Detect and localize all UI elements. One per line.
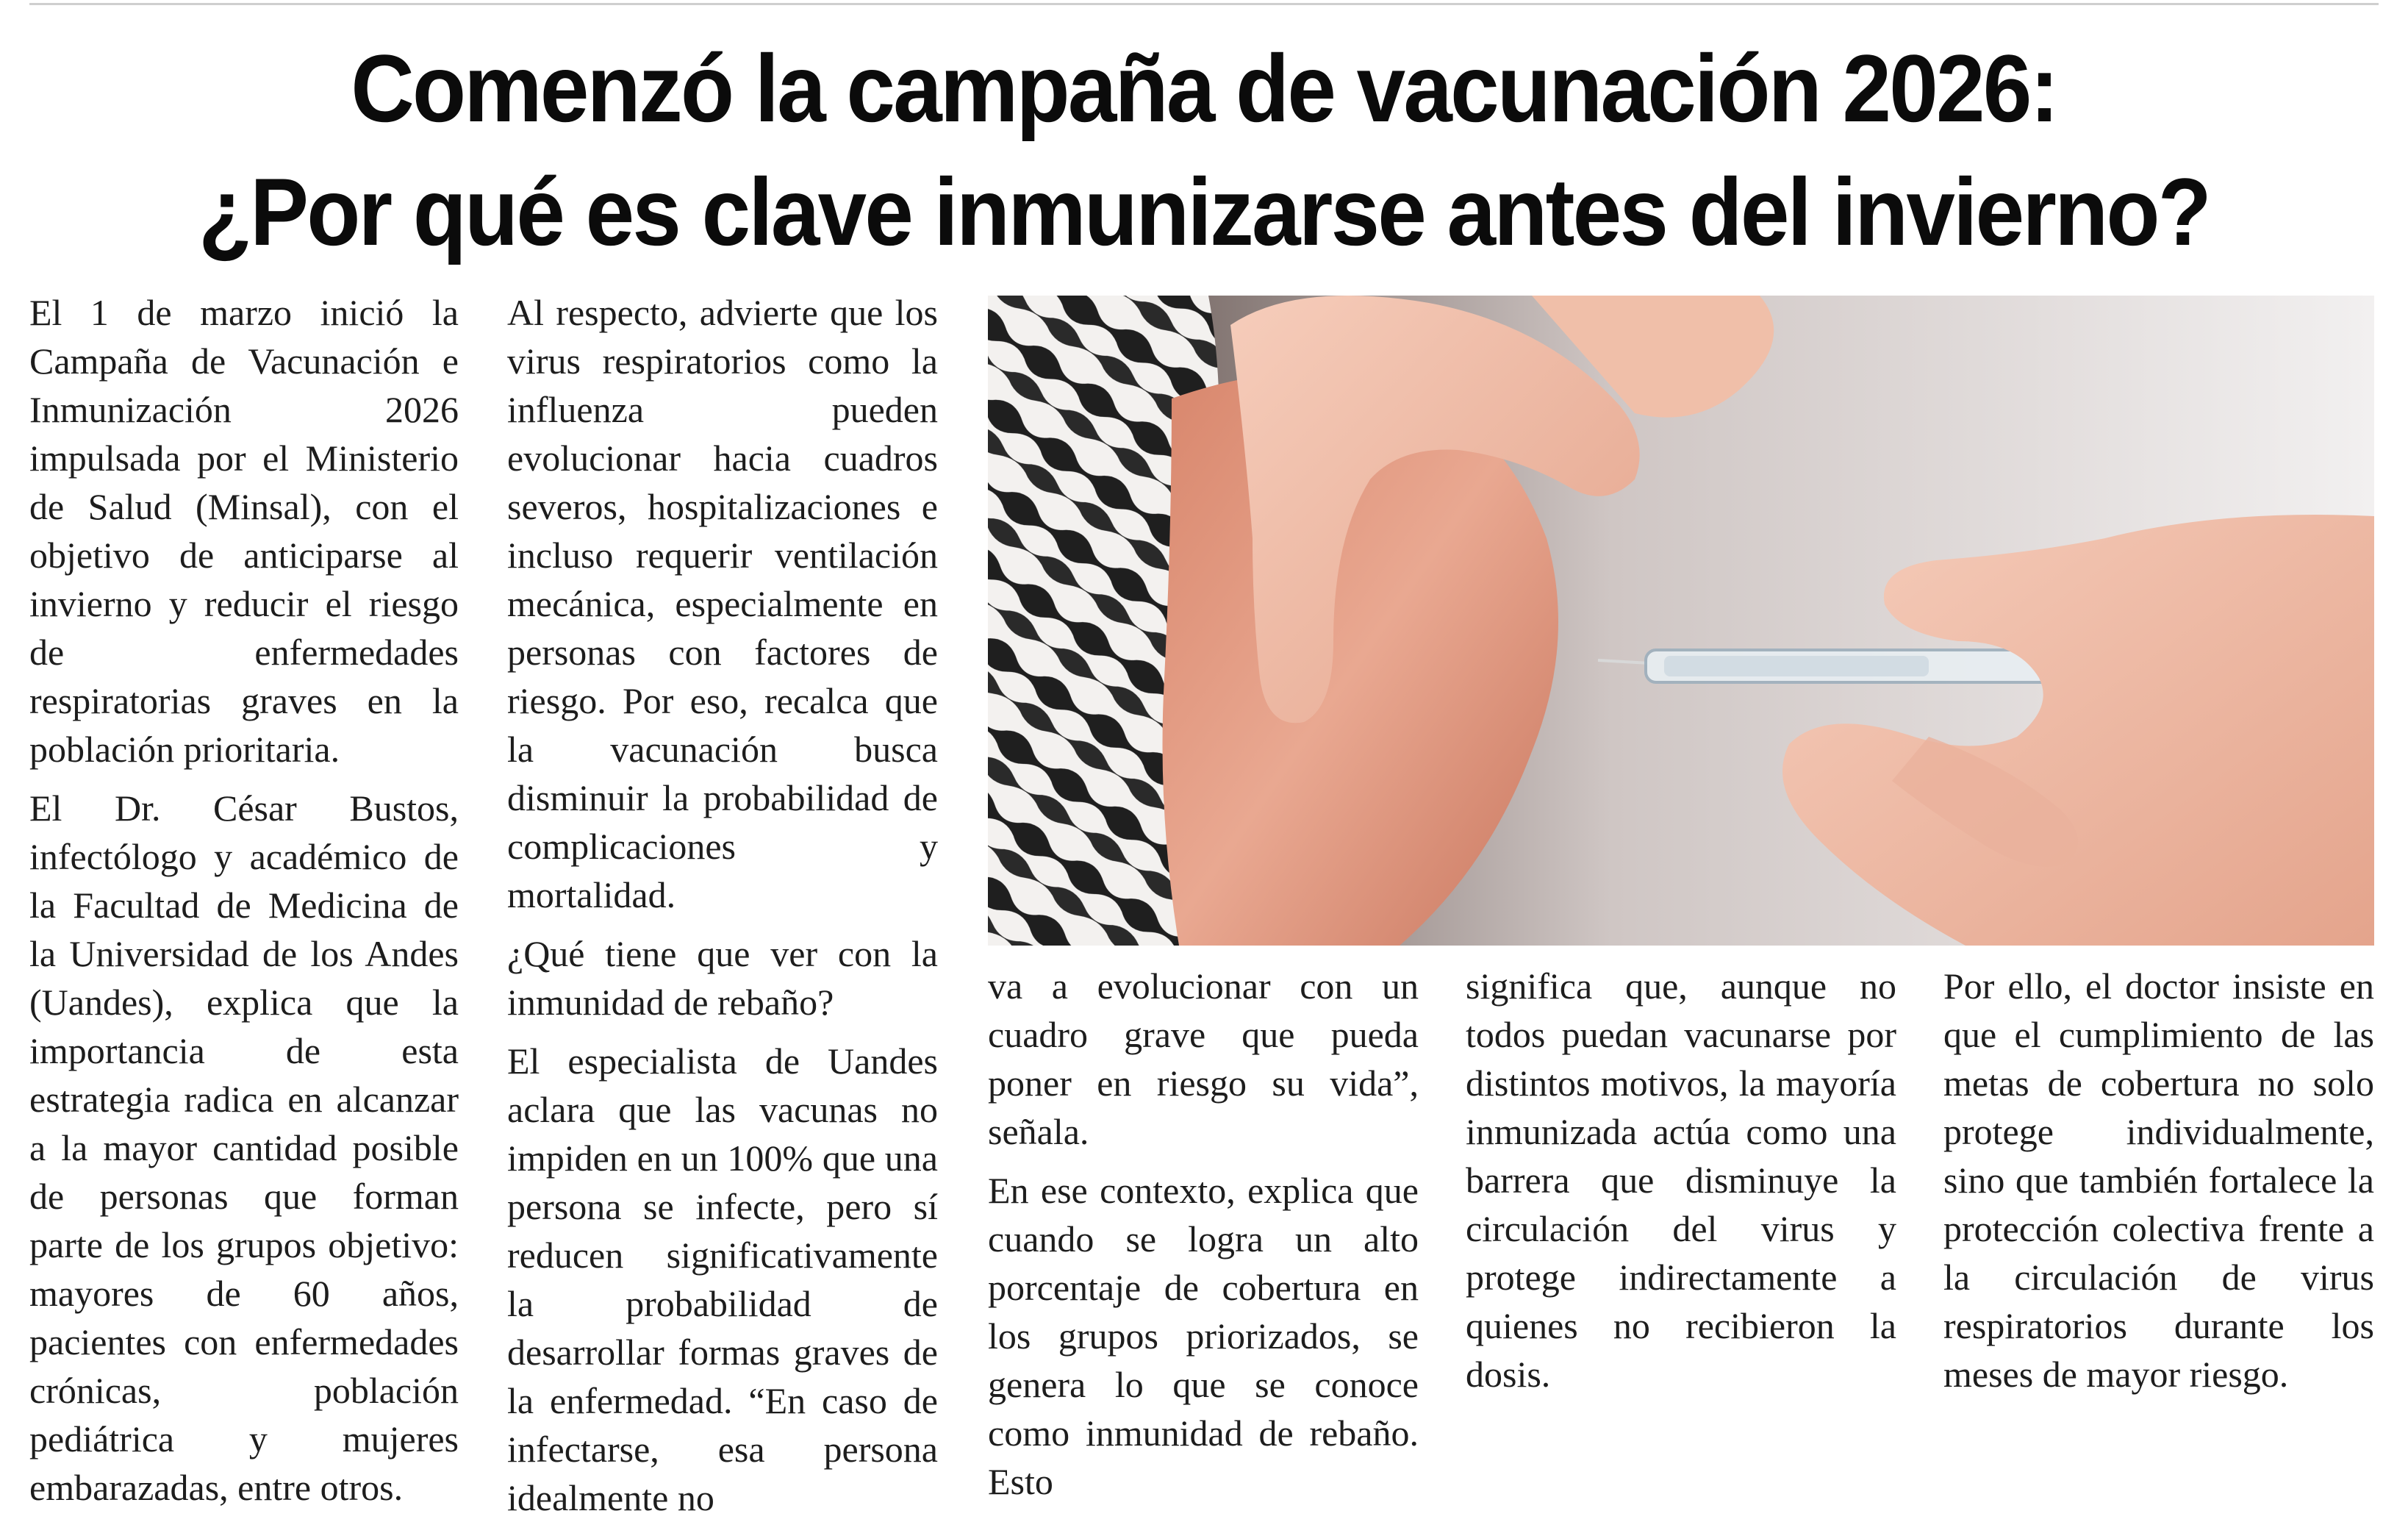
paragraph: Por ello, el doctor insiste en que el cumplimiento de las metas de cobertura no solo protege individualmente, sino que también fortalece la protección colectiva frente a la circulación de virus respiratorios durante los meses de mayor riesgo. (1943, 965, 2374, 1395)
article-column-3 (988, 962, 1419, 1506)
paragraph: Al respecto, advierte que los virus respiratorios como la influenza pueden evolucionar hacia cuadros severos, hospitalizaciones e incluso requerir ventilación mecánica, especialmente en personas con factores de riesgo. Por eso, recalca que la vacunación busca disminuir la probabilidad de complicaciones y mortalidad. (507, 292, 938, 915)
headline-line-1: Comenzó la campaña de vacunación 2026: (351, 35, 2057, 142)
subheading: ¿Qué tiene que ver con la inmunidad de rebaño? (507, 933, 938, 1023)
article-column-4 (1466, 962, 1896, 1398)
headline (96, 26, 2312, 274)
article-column-1 (29, 288, 459, 1512)
paragraph: El Dr. César Bustos, infectólogo y académico de la Facultad de Medicina de la Universidad de los Andes (Uandes), explica que la importancia de esta estrategia radica en alcanzar a la mayor cantidad posible de personas que forman parte de los grupos objetivo: mayores de 60 años, pacientes con enfermedades crónicas, población pediátrica y mujeres embarazadas, entre otros. (29, 787, 459, 1508)
top-rule (29, 3, 2379, 5)
article-column-2 (507, 288, 938, 1522)
vaccination-photo (988, 296, 2374, 946)
headline-line-2: ¿Por qué es clave inmunizarse antes del invierno? (198, 158, 2210, 265)
paragraph: va a evolucionar con un cuadro grave que pueda poner en riesgo su vida”, señala. (988, 965, 1419, 1152)
paragraph: significa que, aunque no todos puedan vacunarse por distintos motivos, la mayoría inmunizada actúa como una barrera que disminuye la circulación del virus y protege indirectamente a quienes no recibieron la dosis. (1466, 965, 1896, 1395)
paragraph: En ese contexto, explica que cuando se logra un alto porcentaje de cobertura en los grupos priorizados, se genera lo que se conoce como inmunidad de rebaño. Esto (988, 1170, 1419, 1502)
article-column-5 (1943, 962, 2374, 1398)
vaccination-illustration (988, 296, 2374, 946)
paragraph: El especialista de Uandes aclara que las vacunas no impiden en un 100% que una persona se infecte, pero sí reducen significativamente la probabilidad de desarrollar formas graves de la enfermedad. “En caso de infectarse, esa persona idealmente no (507, 1040, 938, 1518)
paragraph: El 1 de marzo inició la Campaña de Vacunación e Inmunización 2026 impulsada por el Ministerio de Salud (Minsal), con el objetivo de anticiparse al invierno y reducir el riesgo de enfermedades respiratorias graves en la población prioritaria. (29, 292, 459, 770)
